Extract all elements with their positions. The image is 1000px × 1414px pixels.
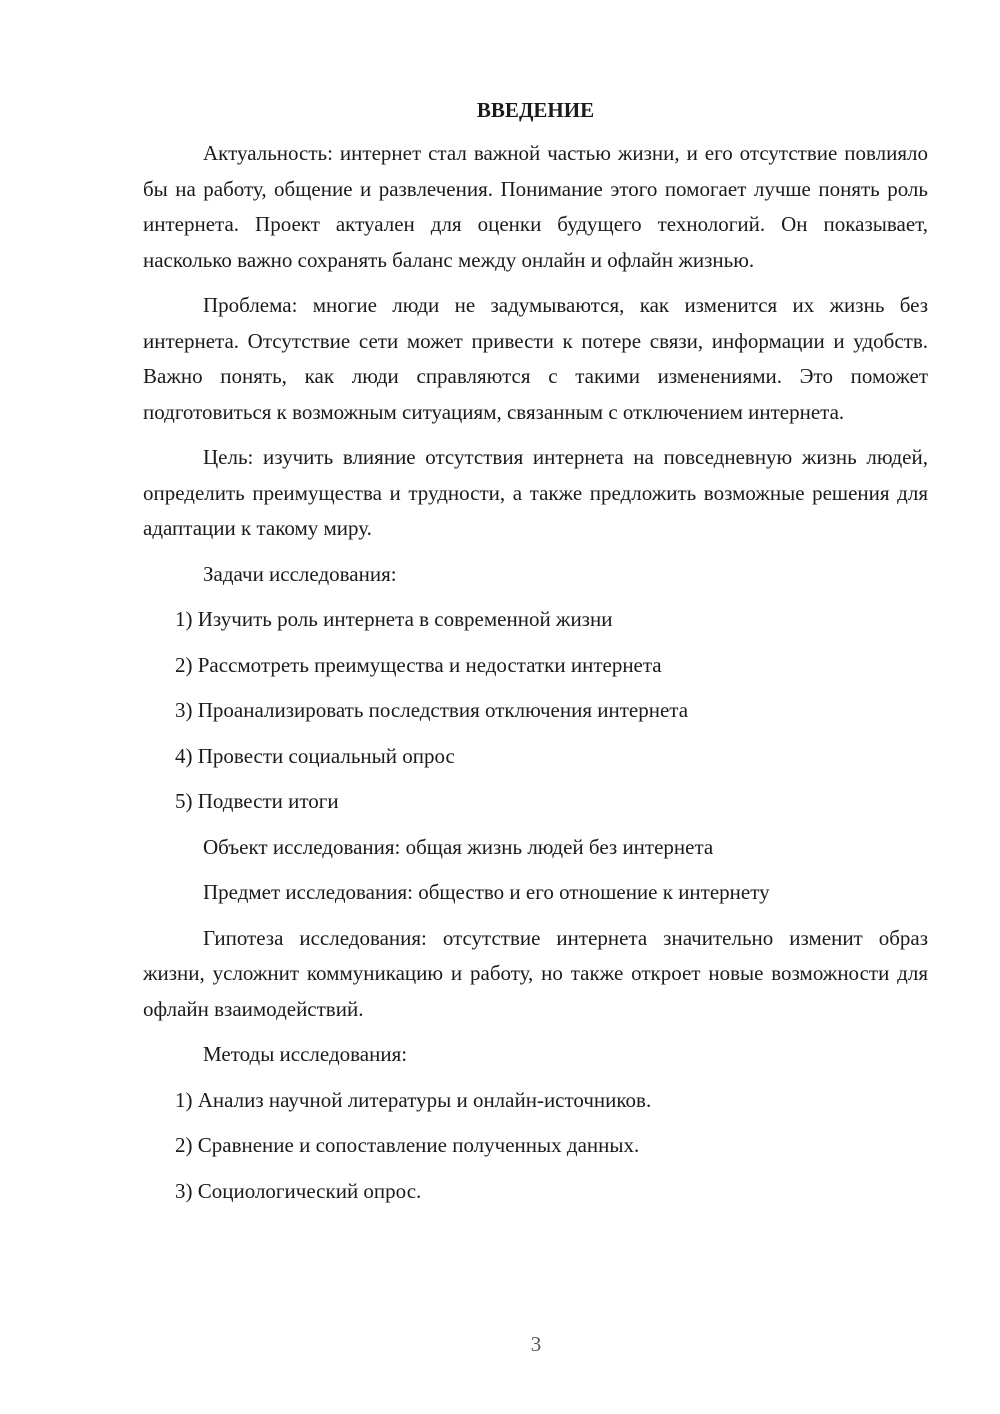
task-item: 5) Подвести итоги bbox=[175, 789, 339, 813]
page-number: 3 bbox=[530, 1332, 542, 1356]
task-item: 3) Проанализировать последствия отключения интернета bbox=[175, 698, 689, 722]
method-item: 1) Анализ научной литературы и онлайн-источников. bbox=[175, 1087, 652, 1112]
problem-paragraph: Проблема: многие люди не задумываются, как изменится их жизнь без интернета. Отсутствие сети может привести к потере связи, информации и удобств. Важно понять, как люди справляются с такими изменениями. Это поможет подготовиться к возможным ситуациям, связанным с отключением интернета. bbox=[143, 293, 928, 424]
document-page bbox=[143, 94, 928, 1219]
object-line: Объект исследования: общая жизнь людей без интернета bbox=[203, 834, 714, 859]
task-item: 4) Провести социальный опрос bbox=[175, 743, 455, 768]
methods-title: Методы исследования: bbox=[203, 1042, 408, 1066]
method-item: 3) Социологический опрос. bbox=[175, 1178, 422, 1203]
method-item: 2) Сравнение и сопоставление полученных данных. bbox=[175, 1133, 640, 1157]
section-heading: ВВЕДЕНИЕ bbox=[476, 98, 595, 122]
relevance-paragraph: Актуальность: интернет стал важной частью жизни, и его отсутствие повлияло бы на работу, общение и развлечения. Понимание этого помогает лучше понять роль интернета. Проект актуален для оценки будущего технологий. Он показывает, насколько важно сохранять баланс между онлайн и офлайн жизнью. bbox=[143, 141, 928, 272]
task-item: 2) Рассмотреть преимущества и недостатки интернета bbox=[175, 652, 662, 677]
hypothesis-paragraph: Гипотеза исследования: отсутствие интернета значительно изменит образ жизни, усложнит коммуникацию и работу, но также откроет новые возможности для офлайн взаимодействий. bbox=[143, 925, 928, 1021]
task-item: 1) Изучить роль интернета в современной жизни bbox=[175, 607, 613, 631]
tasks-title: Задачи исследования: bbox=[203, 561, 397, 586]
subject-line: Предмет исследования: общество и его отношение к интернету bbox=[203, 880, 770, 904]
goal-paragraph: Цель: изучить влияние отсутствия интернета на повседневную жизнь людей, определить преимущества и трудности, а также предложить возможные решения для адаптации к такому миру. bbox=[143, 445, 928, 540]
